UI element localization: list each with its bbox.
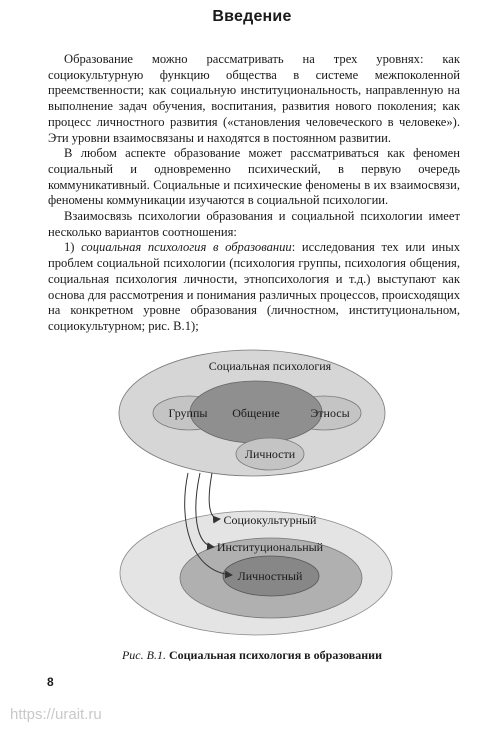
personal-label: Личностный <box>237 569 303 583</box>
watermark: https://urait.ru <box>10 706 102 723</box>
groups-label: Группы <box>168 406 208 420</box>
figure-caption <box>0 648 504 663</box>
caption-number: Рис. В.1. <box>121 648 166 662</box>
personality-label: Личности <box>244 447 296 461</box>
ethnos-label: Этносы <box>310 406 350 420</box>
body-text <box>48 52 460 335</box>
institutional-label: Институциональный <box>216 540 324 554</box>
list-term: социальная психология в образовании <box>81 240 292 255</box>
page-title: Введение <box>212 8 292 25</box>
list-number: 1) <box>64 240 75 255</box>
arrow-to-sociocultural <box>209 473 220 519</box>
paragraph: Образование можно рассматривать на трех уровнях: как социокультурную функцию общества в системе межпоколенной преемственности; как социальную институциональность, направленную на выполнение задач обучения, воспитания, развития нового поколения; как процесс личностного развития («становления человеческого в человеке»). Эти уровни взаимосвязаны и находятся в постоянном развитии. <box>48 52 460 145</box>
paragraph: В любом аспекте образование может рассматриваться как феномен социальный и одновременно психический, в первую очередь коммуникативный. Социальные и психические феномены в их взаимосвязи, феномены коммуникации изучаются в социальной психологии. <box>48 146 460 208</box>
caption-title: Социальная психология в образовании <box>168 648 383 662</box>
figure-diagram <box>0 320 504 645</box>
list-text: : исследования тех или иных проблем социальной психологии (психология группы, психология общения, социальная психология личности, этнопсихология и т.д.) выступают как основа для рассмотрения и понимания различных процессов, происходящих на конкретном уровне образования (личностном, институциональном, социокультурном; рис. В.1); <box>48 240 460 333</box>
sociocultural-label: Социокультурный <box>223 513 317 527</box>
page-number: 8 <box>47 675 54 689</box>
paragraph: Взаимосвязь психологии образования и социальной психологии имеет несколько вариантов соотношения: <box>48 209 460 239</box>
communication-label: Общение <box>232 406 280 420</box>
social-psychology-label: Социальная психология <box>208 359 332 373</box>
